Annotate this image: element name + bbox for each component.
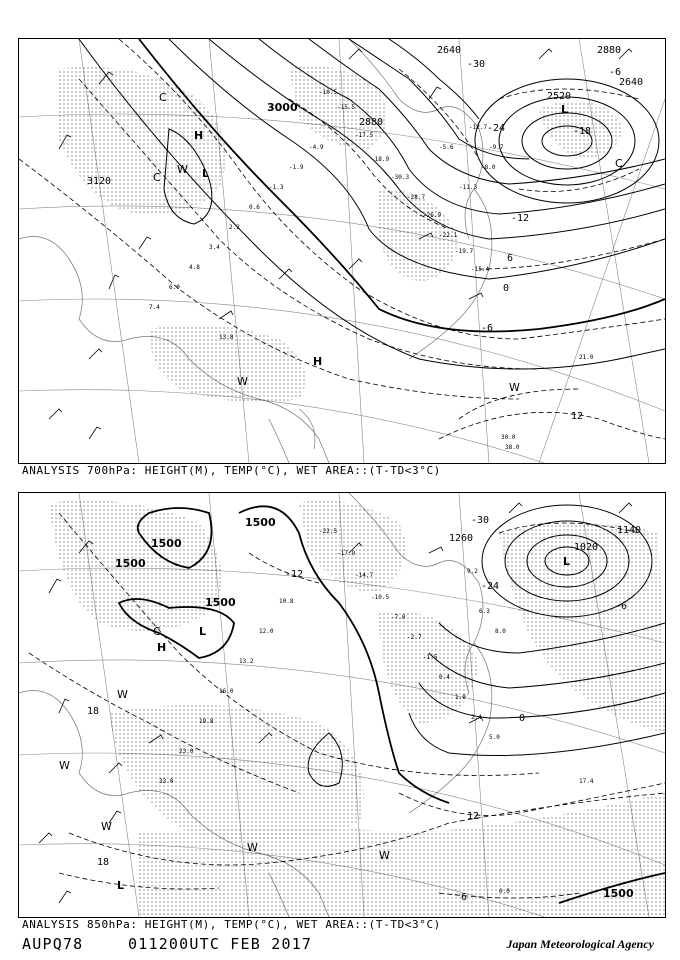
analysis-datetime: 011200UTC FEB 2017 bbox=[128, 935, 313, 953]
height-label: 1260 bbox=[449, 533, 474, 544]
temp-label: -30 bbox=[471, 515, 490, 526]
station-value: -28.7 bbox=[407, 194, 426, 201]
temp-label: -6 bbox=[609, 67, 622, 78]
temp-label: -6 bbox=[615, 601, 628, 612]
station-value: 8.0 bbox=[495, 628, 506, 635]
station-value: -17.5 bbox=[355, 132, 374, 139]
temp-label: 0 bbox=[503, 283, 510, 294]
cold-symbol: C bbox=[153, 625, 161, 638]
station-value: -18.9 bbox=[371, 156, 390, 163]
station-value: 9.2 bbox=[467, 568, 478, 575]
height-label: 1500 bbox=[151, 537, 182, 550]
temp-label: -6 bbox=[481, 323, 494, 334]
height-label: 2880 bbox=[359, 117, 384, 128]
height-label: 1500 bbox=[603, 887, 634, 900]
station-value: -10.5 bbox=[371, 594, 390, 601]
station-value: 13.8 bbox=[219, 334, 234, 341]
station-value: 4.8 bbox=[189, 264, 200, 271]
station-value: 6.0 bbox=[169, 284, 180, 291]
temp-label: -24 bbox=[487, 123, 506, 134]
temp-label: 0 bbox=[519, 713, 526, 724]
bulletin-code: AUPQ78 bbox=[22, 935, 84, 953]
station-value: -26.9 bbox=[423, 212, 442, 219]
warm-symbol: W bbox=[59, 759, 70, 772]
temp-label: 18 bbox=[87, 706, 100, 717]
high-center-symbol: H bbox=[313, 355, 323, 368]
cold-symbol: C bbox=[159, 91, 167, 104]
station-value: -17.9 bbox=[337, 550, 356, 557]
station-value: 3.4 bbox=[209, 244, 220, 251]
station-value: -2.7 bbox=[407, 634, 422, 641]
station-value: -8.0 bbox=[481, 164, 496, 171]
panel-caption-850hpa: ANALYSIS 850hPa: HEIGHT(M), TEMP(°C), WET AREA::(T-TD<3°C) bbox=[22, 918, 441, 931]
temp-label: -18 bbox=[573, 126, 592, 137]
warm-symbol: W bbox=[101, 820, 112, 833]
height-label: 3120 bbox=[87, 176, 112, 187]
high-center-symbol: H bbox=[194, 129, 204, 142]
low-center-symbol: L bbox=[563, 555, 571, 568]
station-value: 6.3 bbox=[479, 608, 490, 615]
height-label: 1500 bbox=[245, 516, 276, 529]
station-value: -22.5 bbox=[319, 528, 338, 535]
cold-symbol: C bbox=[153, 171, 161, 184]
station-value: -30.3 bbox=[391, 174, 410, 181]
station-value: 19.8 bbox=[199, 718, 214, 725]
station-value: -15.5 bbox=[337, 104, 356, 111]
map-850hpa-svg bbox=[19, 493, 665, 917]
warm-symbol: W bbox=[117, 688, 128, 701]
height-label: 2880 bbox=[597, 45, 622, 56]
station-value: 2.2 bbox=[229, 224, 240, 231]
station-value: 30.0 bbox=[501, 434, 516, 441]
station-value: -9.7 bbox=[489, 144, 504, 151]
low-center-symbol: L bbox=[202, 167, 210, 180]
station-value: -1.5 bbox=[423, 654, 438, 661]
station-value: -10.5 bbox=[319, 89, 338, 96]
high-center-symbol: H bbox=[157, 641, 167, 654]
height-label: 2640 bbox=[437, 45, 462, 56]
station-value: 21.0 bbox=[579, 354, 594, 361]
station-value: 33.0 bbox=[159, 778, 174, 785]
panel-caption-700hpa: ANALYSIS 700hPa: HEIGHT(M), TEMP(°C), WET AREA::(T-TD<3°C) bbox=[22, 464, 441, 477]
map-panel-700hpa bbox=[18, 38, 666, 464]
station-value: -1.3 bbox=[269, 184, 284, 191]
station-value: 17.4 bbox=[579, 778, 594, 785]
station-value: 1.0 bbox=[455, 694, 466, 701]
height-label: 3000 bbox=[267, 101, 298, 114]
temp-label: -12 bbox=[511, 213, 530, 224]
warm-symbol: W bbox=[247, 841, 258, 854]
agency-name: Japan Meteorological Agency bbox=[506, 937, 654, 951]
height-label: 1500 bbox=[115, 557, 146, 570]
cold-symbol: C bbox=[615, 157, 623, 170]
station-value: 0.0 bbox=[499, 888, 510, 895]
station-value: 38.0 bbox=[505, 444, 520, 451]
station-value: -12.7 bbox=[469, 124, 488, 131]
station-value: -15.4 bbox=[471, 266, 490, 273]
station-value: 23.0 bbox=[179, 748, 194, 755]
station-value: 5.0 bbox=[489, 734, 500, 741]
temp-label: 18 bbox=[97, 857, 110, 868]
station-value: 7.4 bbox=[149, 304, 160, 311]
low-center-symbol: L bbox=[561, 103, 569, 116]
station-value: -19.7 bbox=[455, 248, 474, 255]
temp-label: 12 bbox=[467, 811, 480, 822]
station-value: -7.0 bbox=[391, 614, 406, 621]
low-center-symbol: L bbox=[199, 625, 207, 638]
temp-label: -24 bbox=[481, 581, 500, 592]
station-value: -5.6 bbox=[439, 144, 454, 151]
station-value: 0.6 bbox=[249, 204, 260, 211]
temp-label: -30 bbox=[467, 59, 486, 70]
temp-label: -12 bbox=[285, 569, 304, 580]
station-value: -22.1 bbox=[439, 232, 458, 239]
station-value: 0.4 bbox=[439, 674, 450, 681]
station-value: -4.9 bbox=[309, 144, 324, 151]
station-value: 10.8 bbox=[279, 598, 294, 605]
station-value: -11.3 bbox=[459, 184, 478, 191]
height-label: 2520 bbox=[547, 91, 572, 102]
map-panel-850hpa bbox=[18, 492, 666, 918]
temp-label: 6 bbox=[461, 892, 468, 903]
station-value: 12.0 bbox=[259, 628, 274, 635]
station-value: 16.0 bbox=[219, 688, 234, 695]
station-value: -14.7 bbox=[355, 572, 374, 579]
station-value: 2.4 bbox=[471, 714, 482, 721]
warm-symbol: W bbox=[237, 375, 248, 388]
temp-label: 12 bbox=[571, 411, 584, 422]
station-value: -1.9 bbox=[289, 164, 304, 171]
station-value: 13.2 bbox=[239, 658, 254, 665]
warm-symbol: W bbox=[509, 381, 520, 394]
height-label: 1020 bbox=[574, 542, 599, 553]
low-center-symbol: L bbox=[117, 879, 125, 892]
warm-symbol: W bbox=[379, 849, 390, 862]
temp-label: 6 bbox=[507, 253, 514, 264]
warm-symbol: W bbox=[177, 163, 188, 176]
height-label: 1140 bbox=[617, 525, 642, 536]
height-label: 2640 bbox=[619, 77, 644, 88]
height-label: 1500 bbox=[205, 596, 236, 609]
map-700hpa-svg bbox=[19, 39, 665, 463]
